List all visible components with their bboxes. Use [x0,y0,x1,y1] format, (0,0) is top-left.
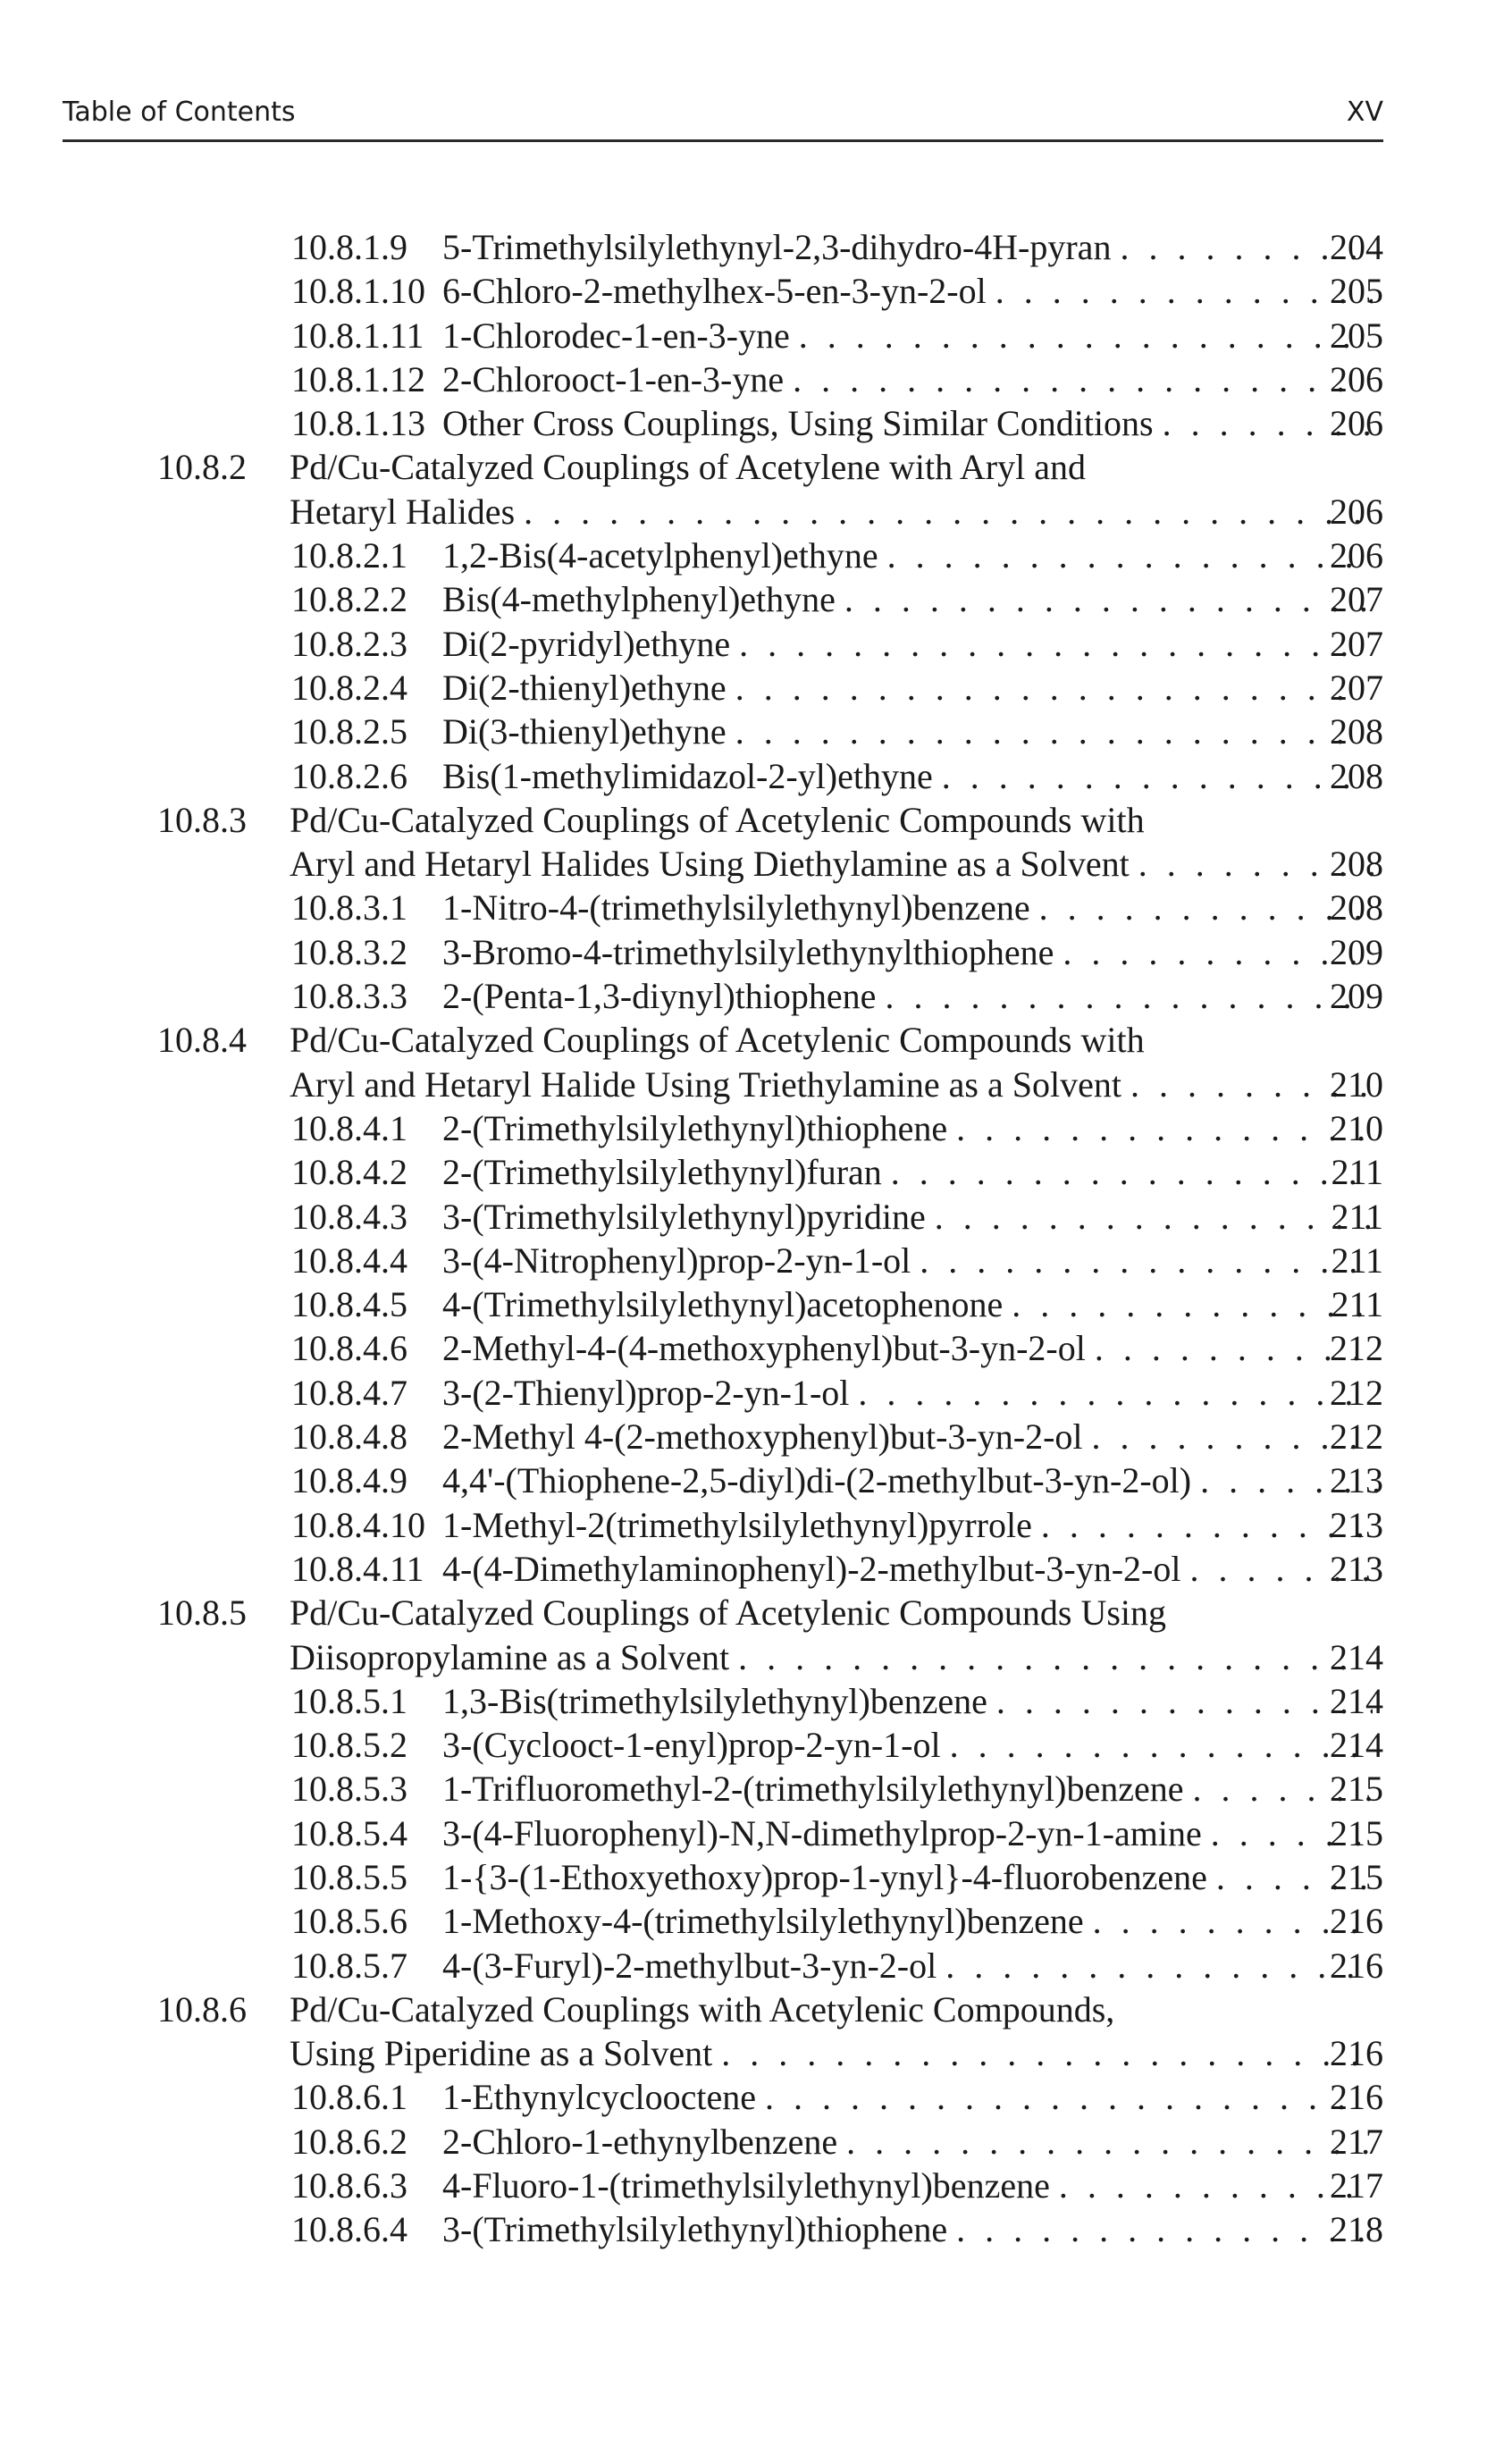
entry-title-wrap [442,401,1383,445]
entry-title-wrap [442,534,1383,577]
entry-title: 2-(Penta-1,3-diynyl)thiophene [442,976,877,1017]
entry-title-wrap [442,1503,1383,1547]
toc-entry [0,666,1512,710]
toc-entry [0,1195,1512,1239]
entry-number: 10.8.5.4 [291,1812,407,1853]
dot-leader [738,1635,1365,1679]
toc-entry [0,1723,1512,1767]
entry-title: 1-Methoxy-4-(trimethylsilylethynyl)benzene [442,1901,1084,1942]
entry-page-number: 213 [1330,1504,1383,1545]
entry-number: 10.8.1.10 [291,271,425,312]
toc-entry [0,357,1512,401]
entry-title: 1,3-Bis(trimethylsilylethynyl)benzene [442,1680,987,1721]
section-number: 10.8.5 [157,1593,247,1634]
toc-section-line-continued [0,842,1512,886]
section-title-continued: Aryl and Hetaryl Halides Using Diethylamine as a Solvent [290,844,1130,885]
entry-page-number: 211 [1331,1196,1383,1237]
running-header [63,89,1383,142]
toc-entry [0,1239,1512,1282]
entry-title: 4,4'-(Thiophene-2,5-diyl)di-(2-methylbut-3-yn-2-ol) [442,1460,1192,1501]
entry-title: 2-(Trimethylsilylethynyl)thiophene [442,1107,948,1148]
entry-number: 10.8.2.3 [291,623,407,664]
entry-page-number: 207 [1330,667,1383,708]
entry-number: 10.8.4.3 [291,1196,407,1237]
dot-leader [885,974,1369,1018]
toc-entry [0,1458,1512,1502]
entry-page-number: 212 [1330,1416,1383,1458]
entry-page-number: 208 [1330,887,1383,929]
entry-page-number: 209 [1330,931,1383,972]
entry-page-number: 207 [1330,579,1383,620]
toc-entry [0,2164,1512,2207]
dot-leader [956,1106,1371,1150]
toc-entry [0,1547,1512,1591]
toc-entry [0,1371,1512,1415]
section-number: 10.8.4 [157,1020,247,1061]
section-title: Pd/Cu-Catalyzed Couplings of Acetylene with Aryl and [290,447,1086,488]
entry-title-wrap [442,2075,1383,2119]
entry-title: 3-(Trimethylsilylethynyl)thiophene [442,2209,948,2250]
entry-page-number: 204 [1330,227,1383,267]
entry-number: 10.8.4.1 [291,1107,407,1148]
entry-title: Bis(4-methylphenyl)ethyne [442,579,836,620]
entry-title: 2-Chlorooct-1-en-3-yne [442,358,785,399]
entry-number: 10.8.5.5 [291,1856,407,1897]
dot-leader [942,754,1371,798]
entry-title: 1,2-Bis(4-acetylphenyl)ethyne [442,535,878,576]
section-title: Pd/Cu-Catalyzed Couplings of Acetylenic Compounds with [290,1020,1145,1061]
section-title: Pd/Cu-Catalyzed Couplings with Acetylenic Compounds, [290,1988,1115,2030]
entry-title-wrap [442,1811,1383,1855]
entry-title: 5-Trimethylsilylethynyl-2,3-dihydro-4H-pyran [442,227,1112,267]
entry-number: 10.8.4.11 [291,1548,424,1589]
entry-page-number: 211 [1331,1284,1383,1325]
entry-page-number: 210 [1330,1107,1383,1148]
entry-title-wrap [442,225,1383,269]
section-title-continued: Using Piperidine as a Solvent [290,2033,713,2074]
entry-number: 10.8.4.9 [291,1460,407,1501]
entry-number: 10.8.5.7 [291,1945,407,1986]
entry-title: Di(2-pyridyl)ethyne [442,623,731,664]
dot-leader [891,1150,1369,1194]
entry-number: 10.8.3.2 [291,931,407,972]
section-title-continued: Diisopropylamine as a Solvent [290,1636,730,1677]
entry-title-wrap [442,1371,1383,1415]
entry-number: 10.8.6.1 [291,2077,407,2118]
toc-entry [0,1503,1512,1547]
section-title-wrap [290,490,1383,534]
toc-entry [0,314,1512,357]
entry-title-wrap [442,886,1383,929]
entry-title-wrap [442,1326,1383,1370]
entry-title-wrap [442,1679,1383,1723]
entry-title-wrap [442,754,1383,798]
dot-leader [846,2120,1368,2164]
entry-page-number: 215 [1330,1856,1383,1897]
entry-title: 1-Chlorodec-1-en-3-yne [442,315,790,356]
table-of-contents [0,225,1512,2252]
entry-page-number: 207 [1330,623,1383,664]
section-title-wrap [290,1063,1383,1106]
entry-page-number: 208 [1330,755,1383,796]
entry-number: 10.8.3.3 [291,976,407,1017]
entry-title: Bis(1-methylimidazol-2-yl)ethyne [442,755,933,796]
entry-page-number: 208 [1330,844,1383,885]
toc-section-line [0,798,1512,842]
entry-number: 10.8.5.2 [291,1725,407,1766]
entry-title: 4-(4-Dimethylaminophenyl)-2-methylbut-3-yn-2-ol [442,1548,1181,1589]
toc-entry [0,269,1512,313]
entry-number: 10.8.1.11 [291,315,424,356]
entry-title: Di(2-thienyl)ethyne [442,667,727,708]
section-title-continued: Hetaryl Halides [290,491,516,532]
entry-title-wrap [442,1106,1383,1150]
entry-page-number: 212 [1330,1372,1383,1413]
toc-section-line [0,1591,1512,1635]
entry-title-wrap [442,1195,1383,1239]
entry-title-wrap [442,1282,1383,1326]
toc-entry [0,974,1512,1018]
entry-page-number: 212 [1330,1328,1383,1369]
entry-number: 10.8.1.9 [291,227,407,267]
entry-page-number: 206 [1330,535,1383,576]
entry-title-wrap [442,1723,1383,1767]
entry-number: 10.8.6.2 [291,2121,407,2162]
toc-section-line [0,1018,1512,1062]
toc-entry [0,1767,1512,1811]
entry-title: 3-(4-Nitrophenyl)prop-2-yn-1-ol [442,1240,911,1281]
toc-section-line-continued [0,1063,1512,1106]
entry-title-wrap [442,974,1383,1018]
dot-leader [765,2075,1365,2119]
dot-leader [920,1239,1370,1282]
entry-page-number: 218 [1330,2209,1383,2250]
dot-leader [799,314,1367,357]
entry-number: 10.8.4.6 [291,1328,407,1369]
entry-title-wrap [442,577,1383,621]
toc-entry [0,2075,1512,2119]
dot-leader [935,1195,1371,1239]
entry-title-wrap [442,1899,1383,1943]
entry-page-number: 216 [1330,1901,1383,1942]
entry-title: 3-(Trimethylsilylethynyl)pyridine [442,1196,926,1237]
dot-leader [735,710,1365,753]
entry-number: 10.8.2.6 [291,755,407,796]
section-number: 10.8.3 [157,799,247,840]
section-title: Pd/Cu-Catalyzed Couplings of Acetylenic Compounds with [290,799,1145,840]
entry-title-wrap [442,314,1383,357]
toc-entry [0,401,1512,445]
entry-title: 2-(Trimethylsilylethynyl)furan [442,1152,882,1193]
entry-number: 10.8.5.6 [291,1901,407,1942]
entry-title-wrap [442,1239,1383,1282]
section-title-wrap [290,2031,1383,2075]
entry-title: 2-Chloro-1-ethynylbenzene [442,2121,838,2162]
entry-title: 4-(3-Furyl)-2-methylbut-3-yn-2-ol [442,1945,937,1986]
entry-title-wrap [442,1415,1383,1458]
toc-section-line [0,445,1512,489]
entry-title: 4-(Trimethylsilylethynyl)acetophenone [442,1284,1004,1325]
entry-page-number: 214 [1330,1680,1383,1721]
section-title-continued: Aryl and Hetaryl Halide Using Triethylamine as a Solvent [290,1063,1121,1105]
toc-entry [0,754,1512,798]
toc-entry [0,534,1512,577]
dot-leader [735,666,1365,710]
toc-entry [0,886,1512,929]
entry-number: 10.8.5.1 [291,1680,407,1721]
entry-page-number: 215 [1330,1812,1383,1853]
toc-entry [0,1679,1512,1723]
section-title-wrap [290,1635,1383,1679]
entry-title: Other Cross Couplings, Using Similar Conditions [442,403,1154,444]
entry-number: 10.8.5.3 [291,1769,407,1810]
entry-page-number: 206 [1330,491,1383,532]
entry-title: 2-Methyl 4-(2-methoxyphenyl)but-3-yn-2-ol [442,1416,1083,1458]
entry-number: 10.8.4.7 [291,1372,407,1413]
toc-entry [0,710,1512,753]
entry-number: 10.8.2.2 [291,579,407,620]
dot-leader [793,357,1366,401]
dot-leader [956,2207,1371,2251]
entry-title-wrap [442,269,1383,313]
toc-entry [0,1811,1512,1855]
entry-number: 10.8.4.8 [291,1416,407,1458]
entry-page-number: 206 [1330,403,1383,444]
dot-leader [524,490,1358,534]
entry-title: 3-Bromo-4-trimethylsilylethynylthiophene [442,931,1054,972]
entry-number: 10.8.6.4 [291,2209,407,2250]
toc-entry [0,1415,1512,1458]
entry-page-number: 210 [1330,1063,1383,1105]
entry-page-number: 217 [1330,2165,1383,2206]
entry-title-wrap [442,2207,1383,2251]
entry-page-number: 211 [1331,1240,1383,1281]
entry-number: 10.8.4.5 [291,1284,407,1325]
entry-number: 10.8.4.4 [291,1240,407,1281]
entry-page-number: 205 [1330,315,1383,356]
toc-section-line-continued [0,1635,1512,1679]
entry-title-wrap [442,357,1383,401]
entry-title-wrap [442,710,1383,753]
entry-title-wrap [442,1547,1383,1591]
entry-title: 2-Methyl-4-(4-methoxyphenyl)but-3-yn-2-ol [442,1328,1086,1369]
entry-page-number: 213 [1330,1460,1383,1501]
entry-number: 10.8.1.13 [291,403,425,444]
entry-number: 10.8.4.2 [291,1152,407,1193]
entry-title-wrap [442,1855,1383,1899]
dot-leader [739,622,1365,666]
entry-page-number: 206 [1330,358,1383,399]
entry-title-wrap [442,622,1383,666]
entry-title: 1-Trifluoromethyl-2-(trimethylsilylethynyl)benzene [442,1769,1184,1810]
section-number: 10.8.2 [157,447,247,488]
dot-leader [858,1371,1368,1415]
entry-number: 10.8.2.5 [291,711,407,752]
header-title: Table of Contents [63,97,296,128]
toc-entry [0,2120,1512,2164]
entry-page-number: 214 [1330,1636,1383,1677]
toc-entry [0,622,1512,666]
entry-title: 3-(Cyclooct-1-enyl)prop-2-yn-1-ol [442,1725,941,1766]
section-title: Pd/Cu-Catalyzed Couplings of Acetylenic Compounds Using [290,1593,1167,1634]
entry-page-number: 208 [1330,711,1383,752]
dot-leader [887,534,1370,577]
entry-number: 10.8.1.12 [291,358,425,399]
entry-title: 3-(4-Fluorophenyl)-N,N-dimethylprop-2-yn-1-amine [442,1812,1202,1853]
toc-entry [0,1944,1512,1988]
dot-leader [950,1723,1372,1767]
toc-entry [0,577,1512,621]
entry-title: 4-Fluoro-1-(trimethylsilylethynyl)benzene [442,2165,1050,2206]
entry-page-number: 216 [1330,2033,1383,2074]
entry-page-number: 211 [1331,1152,1383,1193]
dot-leader [945,1944,1371,1988]
entry-title-wrap [442,930,1383,974]
entry-page-number: 213 [1330,1548,1383,1589]
entry-title-wrap [442,1944,1383,1988]
entry-page-number: 214 [1330,1725,1383,1766]
toc-entry [0,2207,1512,2251]
toc-entry [0,930,1512,974]
toc-section-line-continued [0,490,1512,534]
entry-title: 1-Methyl-2(trimethylsilylethynyl)pyrrole [442,1504,1032,1545]
toc-entry [0,1855,1512,1899]
entry-page-number: 216 [1330,2077,1383,2118]
entry-title-wrap [442,2120,1383,2164]
entry-title-wrap [442,1767,1383,1811]
entry-number: 10.8.6.3 [291,2165,407,2206]
entry-number: 10.8.2.1 [291,535,407,576]
entry-title-wrap [442,1150,1383,1194]
entry-title: 1-Nitro-4-(trimethylsilylethynyl)benzene [442,887,1030,929]
toc-entry [0,225,1512,269]
entry-page-number: 217 [1330,2121,1383,2162]
entry-number: 10.8.4.10 [291,1504,425,1545]
toc-section-line-continued [0,2031,1512,2075]
entry-title: 6-Chloro-2-methylhex-5-en-3-yn-2-ol [442,271,987,312]
entry-number: 10.8.3.1 [291,887,407,929]
toc-entry [0,1326,1512,1370]
page-number: XV [1346,97,1383,128]
entry-title: Di(3-thienyl)ethyne [442,711,727,752]
entry-page-number: 216 [1330,1945,1383,1986]
section-title-wrap [290,842,1383,886]
toc-entry [0,1150,1512,1194]
entry-title-wrap [442,666,1383,710]
entry-page-number: 205 [1330,271,1383,312]
toc-entry [0,1899,1512,1943]
entry-title-wrap [442,2164,1383,2207]
dot-leader [721,2031,1365,2075]
entry-title: 1-{3-(1-Ethoxyethoxy)prop-1-ynyl}-4-fluorobenzene [442,1856,1207,1897]
toc-entry [0,1106,1512,1150]
entry-page-number: 209 [1330,976,1383,1017]
entry-title: 3-(2-Thienyl)prop-2-yn-1-ol [442,1372,850,1413]
toc-section-line [0,1988,1512,2031]
entry-title-wrap [442,1458,1383,1502]
dot-leader [844,577,1368,621]
toc-entry [0,1282,1512,1326]
entry-title: 1-Ethynylcyclooctene [442,2077,756,2118]
section-number: 10.8.6 [157,1988,247,2030]
entry-number: 10.8.2.4 [291,667,407,708]
entry-page-number: 215 [1330,1769,1383,1810]
